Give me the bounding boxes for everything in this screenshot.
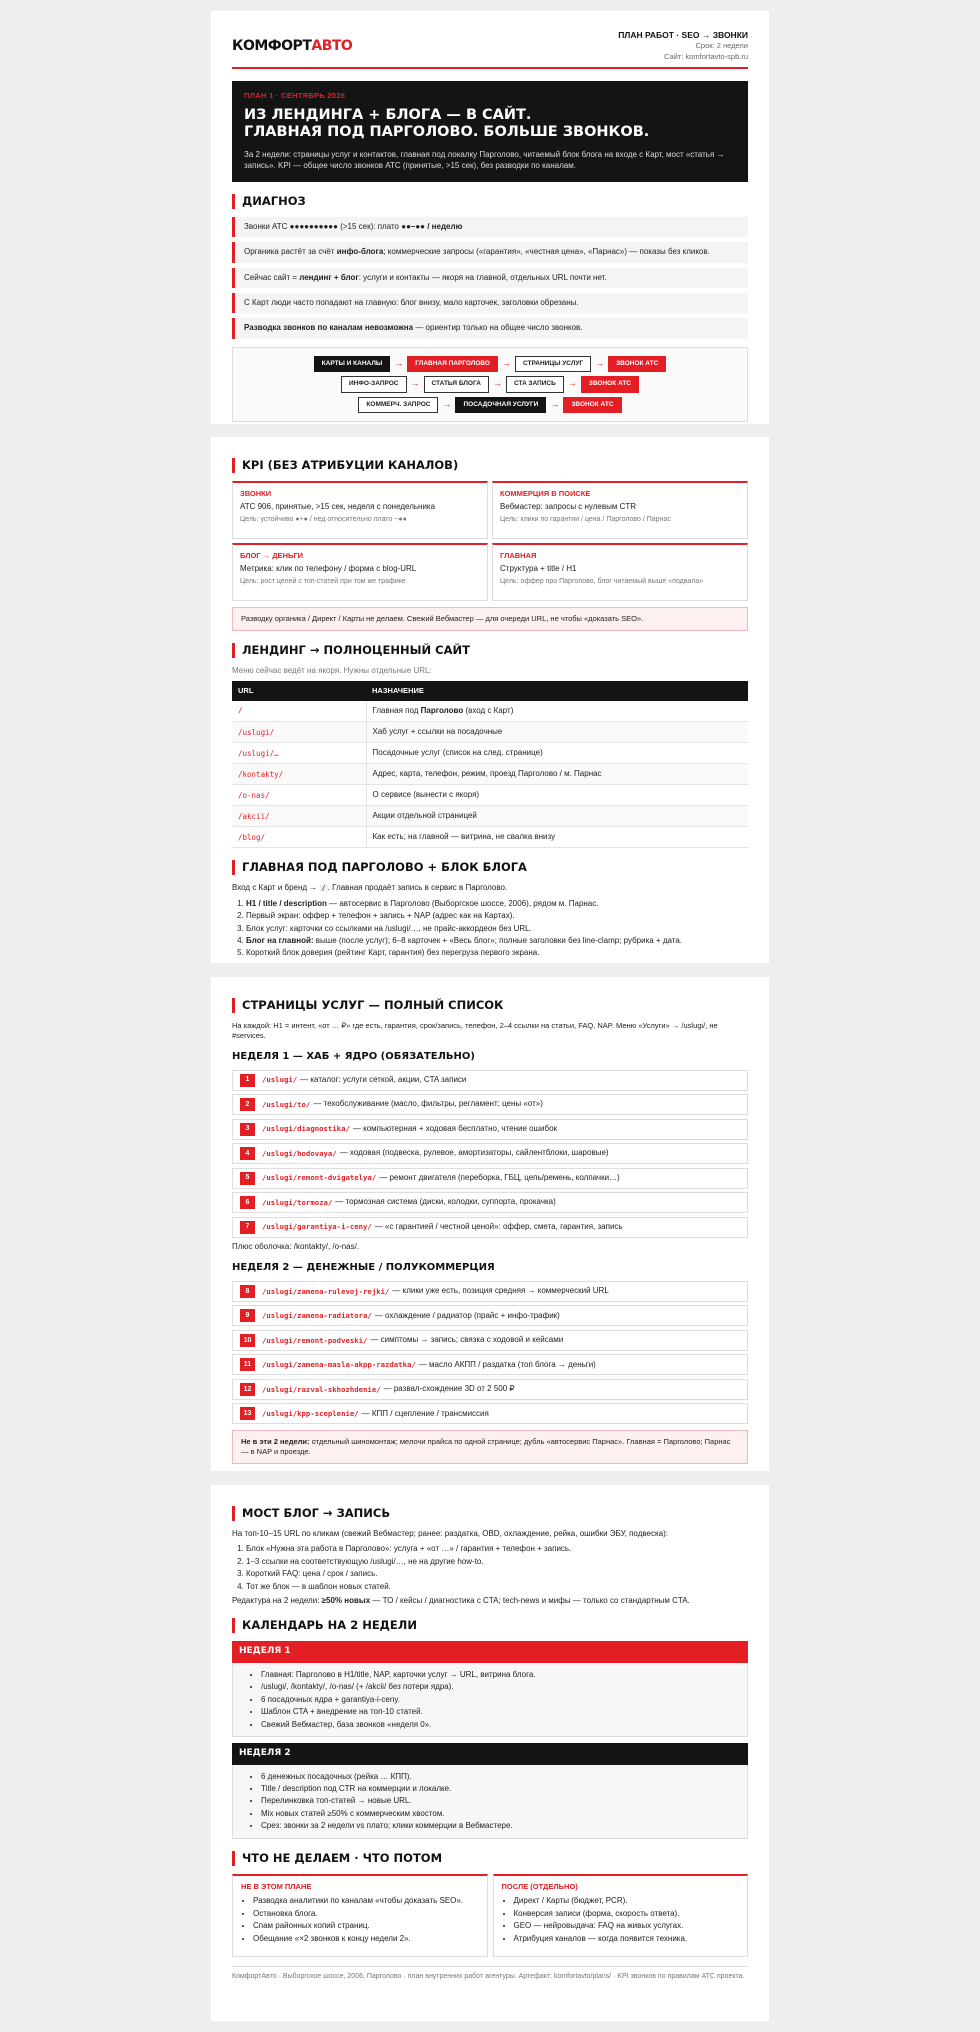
table-row bbox=[232, 722, 748, 743]
service-row bbox=[232, 1143, 748, 1164]
service-desc: — техобслуживание (масло, фильтры, регламент; цены «от») bbox=[313, 1099, 543, 1109]
url-cell[interactable]: /akcii/ bbox=[232, 806, 366, 827]
calendar-item: • Title / description под CTR на коммерции и локалке. bbox=[261, 1783, 737, 1795]
kpi-card-goal: Цель: клики по гарантии / цена / Парголово / Парнас bbox=[500, 516, 671, 524]
table-row bbox=[232, 743, 748, 764]
service-row bbox=[232, 1379, 748, 1400]
plan-term: Срок: 2 недели bbox=[695, 41, 748, 51]
purpose-text: Посадочные услуг (список на след. странице) bbox=[372, 748, 543, 758]
flow-node: ЗВОНОК АТС bbox=[581, 376, 639, 392]
kpi-grid bbox=[232, 481, 748, 601]
flow-node: CTA ЗАПИСЬ bbox=[506, 376, 564, 392]
diagnosis-item bbox=[232, 293, 748, 313]
calendar-item: • Перелинковка топ-статей → новые URL. bbox=[261, 1795, 737, 1807]
site-link[interactable]: Сайт: komfortavto-spb.ru bbox=[664, 51, 748, 61]
after-item: • GEO — нейровыдача: FAQ на живых услугах. bbox=[514, 1920, 740, 1932]
service-url[interactable]: /uslugi/ bbox=[262, 1075, 298, 1085]
flow-arrow-icon: → bbox=[410, 378, 420, 389]
kpi-card bbox=[492, 481, 748, 539]
flow-node: ПОСАДОЧНАЯ УСЛУГИ bbox=[455, 397, 546, 413]
calendar-week1-list bbox=[253, 1669, 737, 1731]
service-desc: — развал-схождение 3D от 2 500 ₽ bbox=[383, 1384, 515, 1394]
kpi-card-title: ЗВОНКИ bbox=[240, 489, 272, 498]
services-alert: Не в эти 2 недели: отдельный шиномонтаж; мелочи прайса по одной странице; дубль «автосервис Парнас». Главная = Парголово; Парнас — в NAP и проезде. bbox=[232, 1430, 748, 1464]
url-cell[interactable]: /uslugi/ bbox=[232, 722, 366, 743]
service-number: 7 bbox=[240, 1221, 255, 1234]
table-row bbox=[232, 827, 748, 848]
calendar-item: • Свежий Вебмастер, база звонков «неделя 0». bbox=[261, 1719, 737, 1731]
service-desc: — ходовая (подвеска, рулевое, амортизаторы, сайлентблоки, шаровые) bbox=[339, 1148, 609, 1158]
table-row bbox=[232, 764, 748, 785]
home-list-item bbox=[246, 947, 748, 959]
hero-kicker: ПЛАН 1 · СЕНТЯБРЬ 2026 bbox=[244, 91, 346, 100]
purpose-cell bbox=[366, 827, 748, 848]
header-meta bbox=[618, 30, 748, 62]
not-in-plan-item: • Разводка аналитики по каналам «чтобы доказать SEO». bbox=[253, 1895, 479, 1907]
service-desc: — «с гарантией / честной ценой»: оффер, смета, гарантия, запись bbox=[374, 1221, 623, 1231]
service-row bbox=[232, 1305, 748, 1326]
calendar-week2-list bbox=[253, 1771, 737, 1833]
service-url[interactable]: /uslugi/tormoza/ bbox=[262, 1197, 333, 1207]
flow-diagram bbox=[232, 347, 748, 422]
after-item: • Атрибуция каналов — когда появится техника. bbox=[514, 1933, 740, 1945]
purpose-text: (вход с Карт) bbox=[463, 705, 514, 715]
flow-node: ИНФО-ЗАПРОС bbox=[341, 376, 407, 392]
kpi-card-title: ГЛАВНАЯ bbox=[500, 551, 537, 560]
service-number: 6 bbox=[240, 1196, 255, 1209]
plan-card-2 bbox=[211, 437, 769, 963]
service-number: 5 bbox=[240, 1172, 255, 1185]
logo: КОМФОРТАВТО bbox=[232, 38, 353, 54]
service-row bbox=[232, 1168, 748, 1189]
service-number: 2 bbox=[240, 1098, 255, 1111]
plan-card-4 bbox=[211, 1485, 769, 2021]
later-grid bbox=[232, 1874, 748, 1957]
header bbox=[232, 11, 748, 69]
kpi-card bbox=[232, 543, 488, 601]
home-list bbox=[232, 898, 748, 960]
diagnosis-bold: ●●–●● / неделю bbox=[401, 221, 463, 231]
after-list bbox=[502, 1895, 740, 1945]
service-number: 8 bbox=[240, 1285, 255, 1298]
home-item-text: Короткий блок доверия (рейтинг Карт, гарантия) без перегруза первого экрана. bbox=[246, 948, 540, 958]
service-number: 4 bbox=[240, 1147, 255, 1160]
calendar-item: • Срез: звонки за 2 недели vs плато; клики коммерции в Вебмастере. bbox=[261, 1820, 737, 1832]
service-desc: — охлаждение / радиатор (прайс + инфо-трафик) bbox=[374, 1310, 560, 1320]
week1-services-title: НЕДЕЛЯ 1 — ХАБ + ЯДРО (ОБЯЗАТЕЛЬНО) bbox=[232, 1050, 475, 1062]
footer: КомфортАвто · Выборгское шоссе, 2006, Парголово · план внутренних работ агентуры. Артефакт: komfortavto/plans/ · KPI звонков по правилам АТС проекта. bbox=[232, 1966, 748, 1981]
calendar-item: • 6 денежных посадочных (рейка … КПП). bbox=[261, 1771, 737, 1783]
table-row bbox=[232, 785, 748, 806]
diagnosis-item bbox=[232, 268, 748, 288]
flow-arrow-icon: → bbox=[567, 378, 577, 389]
purpose-text: Хаб услуг + ссылки на посадочные bbox=[372, 727, 503, 737]
diagnosis-text: Звонки АТС ●●●●●●●●●● (>15 сек): плато bbox=[244, 221, 402, 231]
purpose-text: Как есть; на главной — витрина, не свалка внизу bbox=[372, 832, 556, 842]
kpi-card-title: КОММЕРЦИЯ В ПОИСКЕ bbox=[500, 489, 591, 498]
home-list-item bbox=[246, 910, 748, 922]
section-title-home: ГЛАВНАЯ ПОД ПАРГОЛОВО + БЛОК БЛОГА bbox=[232, 860, 748, 875]
kpi-card-metric: Вебмастер: запросы с нулевым CTR bbox=[500, 501, 637, 511]
service-url[interactable]: /uslugi/garantiya-i-ceny/ bbox=[262, 1222, 372, 1232]
service-number: 12 bbox=[240, 1383, 255, 1396]
calendar-item: • Главная: Парголово в H1/title, NAP, карточки услуг → URL, витрина блога. bbox=[261, 1669, 737, 1681]
section-title-services: СТРАНИЦЫ УСЛУГ — ПОЛНЫЙ СПИСОК bbox=[232, 998, 748, 1013]
home-item-text: Блок услуг: карточки со ссылками на /uslugi/…, не прайс-аккордеон без URL. bbox=[246, 923, 532, 933]
service-number: 3 bbox=[240, 1123, 255, 1136]
service-desc: — компьютерная + ходовая бесплатно, чтение ошибок bbox=[352, 1123, 558, 1133]
hero-block bbox=[232, 81, 748, 182]
flow-arrow-icon: → bbox=[442, 398, 452, 409]
bridge-item: 1. Блок «Нужна эта работа в Парголово»: услуга + «от …» / гарантия + телефон + запись. bbox=[246, 1543, 748, 1555]
purpose-text: Главная под bbox=[372, 705, 421, 715]
home-item-bold: Блог на главной: bbox=[246, 935, 314, 945]
service-url[interactable]: /uslugi/zamena-rulevoj-rejki/ bbox=[262, 1286, 390, 1296]
url-cell[interactable]: /kontakty/ bbox=[232, 764, 366, 785]
service-row bbox=[232, 1119, 748, 1140]
purpose-text: Адрес, карта, телефон, режим, проезд Парголово / м. Парнас bbox=[372, 769, 602, 779]
kpi-card-metric: АТС 906, принятые, >15 сек, неделя с понедельника bbox=[240, 501, 436, 511]
diagnosis-text: — ориентир только на общее число звонков. bbox=[413, 323, 583, 333]
purpose-cell bbox=[366, 743, 748, 764]
th-purpose: НАЗНАЧЕНИЕ bbox=[366, 681, 748, 701]
calendar-item: • Mix новых статей ≥50% с коммерческим хвостом. bbox=[261, 1808, 737, 1820]
service-row bbox=[232, 1281, 748, 1302]
service-row bbox=[232, 1354, 748, 1375]
bridge-editorial: Редактура на 2 недели: ≥50% новых — ТО / кейсы / диагностика с CTA; tech-news и мифы — только со стандартным CTA. bbox=[232, 1595, 690, 1605]
service-url[interactable]: /uslugi/to/ bbox=[262, 1099, 311, 1109]
url-cell[interactable]: / bbox=[232, 701, 366, 722]
services-plus: Плюс оболочка: /kontakty/, /o-nas/. bbox=[232, 1241, 360, 1251]
service-desc: — ремонт двигателя (переборка, ГБЦ, цепь/ремень, колпачки…) bbox=[379, 1172, 620, 1182]
kpi-card bbox=[232, 481, 488, 539]
diagnosis-text: Сейчас сайт = bbox=[244, 272, 300, 282]
purpose-text: О сервисе (вынести с якоря) bbox=[372, 790, 480, 800]
flow-node: СТАТЬЯ БЛОГА bbox=[424, 376, 489, 392]
service-desc: — клики уже есть, позиция средняя → коммерческий URL bbox=[392, 1286, 609, 1296]
kpi-card bbox=[492, 543, 748, 601]
diagnosis-text: : услуги и контакты — якоря на главной, отдельных URL почти нет. bbox=[358, 272, 607, 282]
diagnosis-item bbox=[232, 217, 748, 237]
calendar-week1-title: НЕДЕЛЯ 1 bbox=[232, 1641, 748, 1663]
purpose-cell bbox=[366, 701, 748, 722]
home-item-bold: H1 / title / description bbox=[246, 898, 327, 908]
home-intro: Вход с Карт и бренд → / . Главная продаёт запись в сервис в Парголово. bbox=[232, 883, 508, 893]
url-cell[interactable]: /blog/ bbox=[232, 827, 366, 848]
flow-row bbox=[233, 356, 747, 372]
calendar-item: • 6 посадочных ядра + garantiya-i-ceny. bbox=[261, 1694, 737, 1706]
calendar-week2 bbox=[232, 1743, 748, 1839]
purpose-cell bbox=[366, 785, 748, 806]
home-item-text: — автосервис в Парголово (Выборгское шоссе, 2006), рядом м. Парнас. bbox=[326, 898, 599, 908]
after-title: ПОСЛЕ (ОТДЕЛЬНО) bbox=[501, 1881, 578, 1891]
service-desc: — масло АКПП / раздатка (топ блога → деньги) bbox=[418, 1359, 596, 1369]
service-url[interactable]: /uslugi/hodovaya/ bbox=[262, 1148, 337, 1158]
service-row bbox=[232, 1330, 748, 1351]
th-url: URL bbox=[232, 681, 366, 701]
bridge-item: 3. Короткий FAQ: цена / срок / запись. bbox=[246, 1568, 748, 1580]
bridge-item: 2. 1–3 ссылки на соответствующую /uslugi/…, не на другие how-to. bbox=[246, 1556, 748, 1568]
home-item-text: Первый экран: оффер + телефон + запись + NAP (адрес как на Картах). bbox=[246, 911, 515, 921]
url-cell[interactable]: /uslugi/… bbox=[232, 743, 366, 764]
diagnosis-bold: инфо-блога bbox=[336, 247, 384, 257]
kpi-card-goal: Цель: рост целей с топ-статей при том же трафике bbox=[240, 578, 406, 586]
service-url[interactable]: /uslugi/remont-dvigatelya/ bbox=[262, 1173, 377, 1183]
kpi-card-goal: Цель: устойчиво ●+● / нед относительно плато ~●● bbox=[240, 516, 407, 524]
kpi-card-goal: Цель: оффер про Парголово, блог читаемый выше «подвала» bbox=[500, 578, 704, 586]
table-row bbox=[232, 806, 748, 827]
services-intro: На каждой: H1 = интент, «от … ₽» где есть, гарантия, срок/запись, телефон, 2–4 ссылки на статьи, FAQ, NAP. Меню «Услуги» → /uslugi/, не #services. bbox=[232, 1021, 718, 1040]
service-desc: — тормозная система (диски, колодки, суппорта, прокачка) bbox=[335, 1197, 556, 1207]
flow-node: ЗВОНОК АТС bbox=[608, 356, 666, 372]
kpi-alert: Разводку органика / Директ / Карты не делаем. Свежий Вебмастер — для очереди URL, не чтобы «доказать SEO». bbox=[232, 607, 748, 631]
service-url[interactable]: /uslugi/kpp-sceplenie/ bbox=[262, 1409, 359, 1419]
service-desc: — симптомы → запись; связка с ходовой и кейсами bbox=[370, 1335, 564, 1345]
after-item: • Конверсия записи (форма, скорость ответа). bbox=[514, 1908, 740, 1920]
plan-card-3 bbox=[211, 977, 769, 1471]
flow-node: СТРАНИЦЫ УСЛУГ bbox=[515, 356, 591, 372]
flow-row bbox=[233, 397, 747, 413]
week2-services-title: НЕДЕЛЯ 2 — ДЕНЕЖНЫЕ / ПОЛУКОММЕРЦИЯ bbox=[232, 1261, 495, 1273]
service-row bbox=[232, 1192, 748, 1213]
not-in-plan-item: • Обещание «×2 звонков к концу недели 2». bbox=[253, 1933, 479, 1945]
not-in-plan-item: • Остановка блога. bbox=[253, 1908, 479, 1920]
hero-text: За 2 недели: страницы услуг и контактов, главная под локалку Парголово, читаемый блок блога на входе с Карт, мост «статья → запись». KPI — общее число звонков АТС (принятые, >15 сек), без разводки по каналам. bbox=[244, 150, 725, 170]
plan-card-1 bbox=[211, 11, 769, 424]
flow-arrow-icon: → bbox=[492, 378, 502, 389]
service-url[interactable]: /uslugi/zamena-radiatora/ bbox=[262, 1311, 372, 1321]
table-row bbox=[232, 701, 748, 722]
diagnosis-bold: Разводка звонков по каналам невозможна bbox=[244, 323, 414, 333]
home-list-item bbox=[246, 935, 748, 947]
section-title-bridge: МОСТ БЛОГ → ЗАПИСЬ bbox=[232, 1506, 748, 1521]
diagnosis-text: Органика растёт за счёт bbox=[244, 247, 337, 257]
service-url[interactable]: /uslugi/remont-podveski/ bbox=[262, 1335, 368, 1345]
calendar-week1 bbox=[232, 1641, 748, 1737]
hero-title: ИЗ ЛЕНДИНГА + БЛОГА — В САЙТ. ГЛАВНАЯ ПОД ПАРГОЛОВО. БОЛЬШЕ ЗВОНКОВ. bbox=[244, 106, 650, 141]
bridge-list bbox=[232, 1543, 748, 1593]
flow-node: ЗВОНОК АТС bbox=[563, 397, 621, 413]
service-desc: — каталог: услуги сеткой, акции, CTA записи bbox=[300, 1074, 467, 1084]
service-number: 1 bbox=[240, 1074, 255, 1087]
calendar-week2-title: НЕДЕЛЯ 2 bbox=[232, 1743, 748, 1765]
purpose-cell bbox=[366, 764, 748, 785]
purpose-cell bbox=[366, 722, 748, 743]
not-in-plan-item: • Спам районных копий страниц. bbox=[253, 1920, 479, 1932]
calendar-item: • /uslugi/, /kontakty/, /o-nas/ (+ /akcii/ без потери ядра). bbox=[261, 1681, 737, 1693]
service-number: 10 bbox=[240, 1334, 255, 1347]
kpi-card-title: БЛОГ → ДЕНЬГИ bbox=[240, 551, 304, 560]
plan-title: ПЛАН РАБОТ · SEO → ЗВОНКИ bbox=[618, 30, 748, 40]
landing-sub: Меню сейчас ведёт на якоря. Нужны отдельные URL: bbox=[232, 665, 432, 675]
flow-arrow-icon: → bbox=[550, 398, 560, 409]
home-list-item bbox=[246, 898, 748, 910]
service-url[interactable]: /uslugi/razval-skhozhdenie/ bbox=[262, 1384, 381, 1394]
flow-node: ГЛАВНАЯ ПАРГОЛОВО bbox=[407, 356, 498, 372]
not-in-plan-title: НЕ В ЭТОМ ПЛАНЕ bbox=[241, 1881, 312, 1891]
not-in-plan-card bbox=[232, 1874, 488, 1957]
after-item: • Директ / Карты (бюджет, PCR). bbox=[514, 1895, 740, 1907]
kpi-card-metric: Метрика: клик по телефону / форма с blog-URL bbox=[240, 563, 417, 573]
section-title-kpi: KPI (БЕЗ АТРИБУЦИИ КАНАЛОВ) bbox=[232, 458, 748, 473]
section-title-landing: ЛЕНДИНГ → ПОЛНОЦЕННЫЙ САЙТ bbox=[232, 643, 748, 658]
service-row bbox=[232, 1217, 748, 1238]
service-desc: — КПП / сцепление / трансмиссия bbox=[361, 1408, 489, 1418]
flow-arrow-icon: → bbox=[502, 358, 511, 369]
flow-node: КОММЕРЧ. ЗАПРОС bbox=[358, 397, 438, 413]
diagnosis-bold: лендинг + блог bbox=[299, 272, 359, 282]
week1-services bbox=[232, 1070, 748, 1238]
section-title-diagnosis: ДИАГНОЗ bbox=[232, 194, 748, 209]
service-row bbox=[232, 1403, 748, 1424]
service-url[interactable]: /uslugi/zamena-masla-akpp-razdatka/ bbox=[262, 1360, 416, 1370]
diagnosis-text: С Карт люди часто попадают на главную: блог внизу, мало карточек, заголовки обрезаны. bbox=[244, 297, 579, 307]
bridge-item: 4. Тот же блок — в шаблон новых статей. bbox=[246, 1581, 748, 1593]
purpose-bold: Парголово bbox=[420, 705, 464, 715]
service-number: 9 bbox=[240, 1309, 255, 1322]
flow-row bbox=[233, 376, 747, 392]
flow-arrow-icon: → bbox=[595, 358, 605, 369]
service-number: 13 bbox=[240, 1407, 255, 1420]
calendar-item: • Шаблон CTA + внедрение на топ-10 статей. bbox=[261, 1706, 737, 1718]
url-table bbox=[232, 681, 748, 848]
flow-arrow-icon: → bbox=[394, 358, 404, 369]
service-row bbox=[232, 1094, 748, 1115]
service-number: 11 bbox=[240, 1358, 255, 1371]
purpose-cell bbox=[366, 806, 748, 827]
after-card bbox=[493, 1874, 749, 1957]
bridge-intro: На топ-10–15 URL по кликам (свежий Вебмастер; ранее: раздатка, OBD, охлаждение, рейка, ошибки ЭБУ, подвеска): bbox=[232, 1529, 668, 1538]
diagnosis-item bbox=[232, 242, 748, 262]
url-cell[interactable]: /o-nas/ bbox=[232, 785, 366, 806]
service-row bbox=[232, 1070, 748, 1091]
diagnosis-list bbox=[232, 217, 748, 339]
section-title-calendar: КАЛЕНДАРЬ НА 2 НЕДЕЛИ bbox=[232, 1618, 748, 1633]
home-item-text: выше (после услуг); 6–8 карточек + «Весь блог»; полные заголовки без line-clamp; рубрика + дата. bbox=[313, 935, 683, 945]
not-in-plan-list bbox=[241, 1895, 479, 1945]
diagnosis-text: ; коммерческие запросы («гарантия», «честная цена», «Парнас») — показы без кликов. bbox=[383, 247, 710, 257]
flow-node: КАРТЫ И КАНАЛЫ bbox=[314, 356, 391, 372]
home-list-item bbox=[246, 923, 748, 935]
purpose-text: Акции отдельной страницей bbox=[372, 811, 477, 821]
service-url[interactable]: /uslugi/diagnostika/ bbox=[262, 1124, 350, 1134]
kpi-card-metric: Структура + title / H1 bbox=[500, 563, 577, 573]
diagnosis-item bbox=[232, 318, 748, 338]
week2-services bbox=[232, 1281, 748, 1425]
section-title-later: ЧТО НЕ ДЕЛАЕМ · ЧТО ПОТОМ bbox=[232, 1851, 748, 1866]
